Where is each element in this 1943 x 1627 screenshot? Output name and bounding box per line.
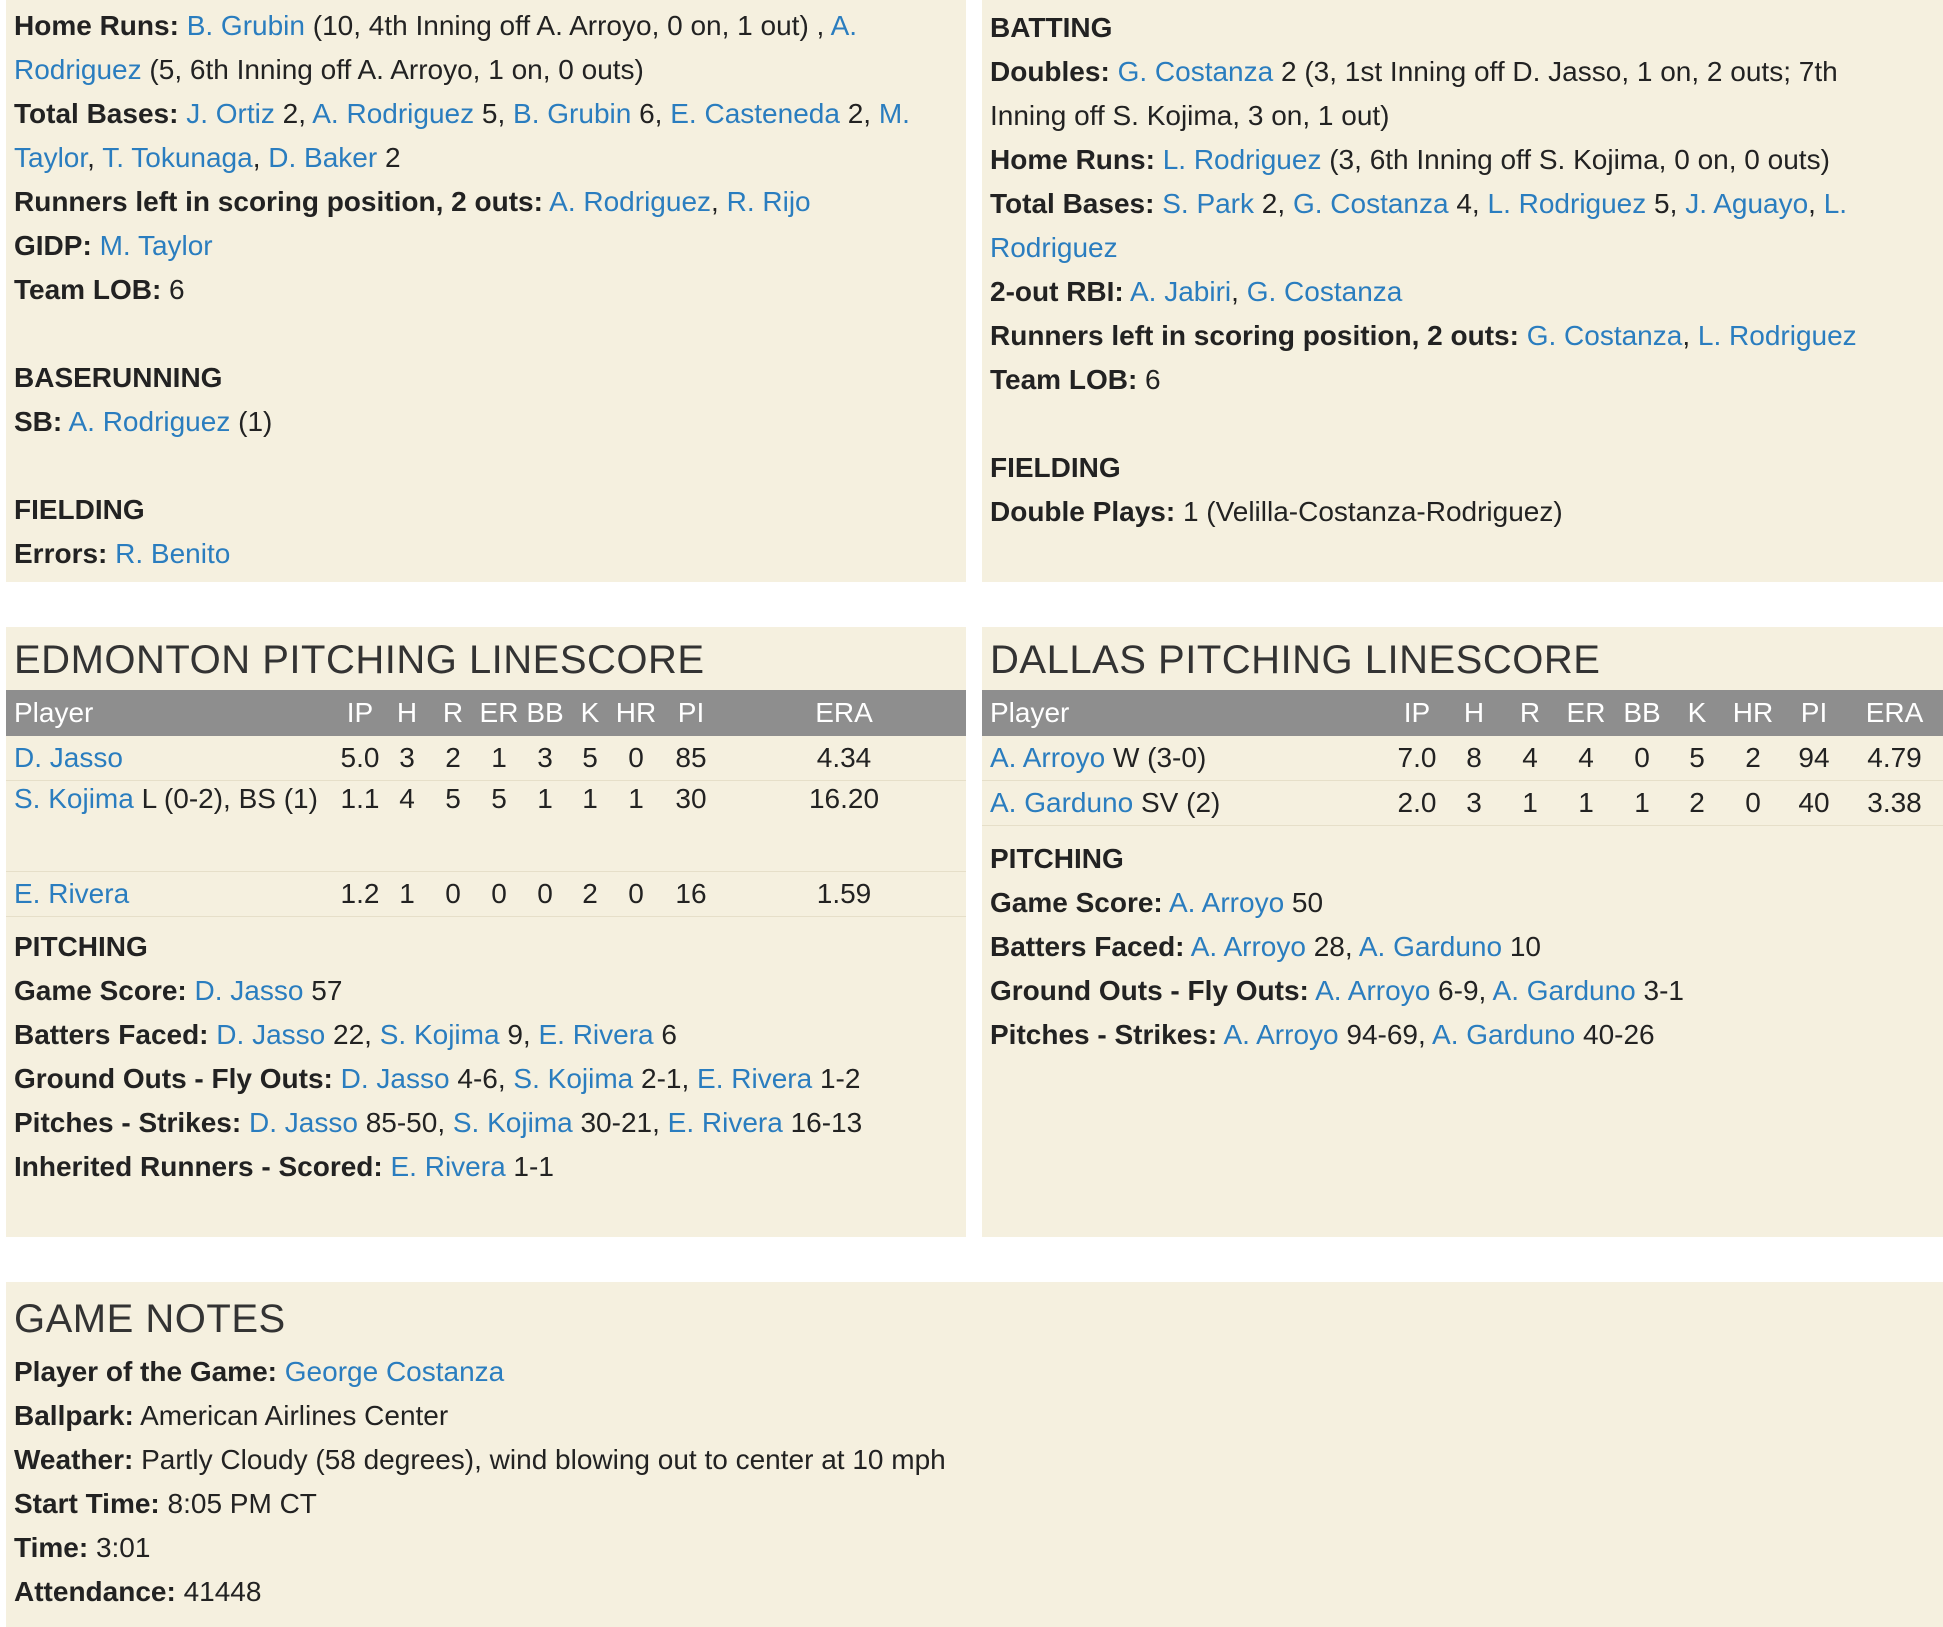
info-line	[14, 1394, 1935, 1438]
player-link[interactable]: A.	[830, 10, 858, 41]
table-row	[6, 781, 966, 872]
player-link[interactable]: L. Rodriguez	[1162, 144, 1322, 175]
stat-value	[1155, 144, 1163, 175]
stat-cell-ip: 1.1	[336, 781, 384, 872]
stat-cell-era: 16.20	[722, 781, 966, 872]
player-link[interactable]: S. Kojima	[14, 783, 134, 814]
stat-cell-bb: 1	[1614, 781, 1670, 826]
info-line	[14, 356, 958, 400]
stat-value: (1)	[230, 406, 273, 437]
stat-label: BATTING	[990, 12, 1113, 43]
stat-label: Time:	[14, 1532, 89, 1563]
stat-value: (3, 6th Inning off S. Kojima, 0 on, 0 outs)	[1321, 144, 1830, 175]
stat-label: PITCHING	[990, 843, 1124, 874]
column-header-player: Player	[6, 690, 336, 736]
player-link[interactable]: J. Ortiz	[186, 98, 275, 129]
stat-label: Pitches - Strikes:	[14, 1107, 242, 1138]
info-line	[990, 6, 1935, 50]
player-link[interactable]: Rodriguez	[14, 54, 142, 85]
player-link[interactable]: S. Park	[1162, 188, 1255, 219]
decision-note: L (0-2), BS (1)	[133, 783, 318, 814]
info-line	[990, 837, 1935, 881]
stat-label: Inherited Runners - Scored:	[14, 1151, 383, 1182]
player-link[interactable]: A. Arroyo	[1223, 1019, 1339, 1050]
info-line	[990, 314, 1935, 358]
column-header-ip: IP	[336, 690, 384, 736]
info-line	[14, 1145, 958, 1189]
info-line	[14, 268, 958, 312]
info-line	[990, 1013, 1935, 1057]
info-line	[14, 1482, 1935, 1526]
info-line	[14, 48, 958, 92]
info-line	[990, 969, 1935, 1013]
info-line	[990, 138, 1935, 182]
stat-cell-er: 5	[476, 781, 522, 872]
table-row	[982, 781, 1943, 826]
player-link[interactable]: E. Casteneda	[670, 98, 840, 129]
stat-label: Pitches - Strikes:	[990, 1019, 1218, 1050]
player-link[interactable]: D. Jasso	[340, 1063, 450, 1094]
stat-value	[187, 975, 195, 1006]
stat-label: Attendance:	[14, 1576, 176, 1607]
stat-cell-hr: 0	[1724, 781, 1782, 826]
info-line	[14, 4, 958, 48]
stat-label: GIDP:	[14, 230, 92, 261]
stat-value: 1-1	[505, 1151, 554, 1182]
stat-label: Total Bases:	[14, 98, 179, 129]
info-line	[990, 94, 1935, 138]
dallas-details-lines	[990, 6, 1935, 534]
info-line	[14, 969, 958, 1013]
column-header-pi: PI	[1782, 690, 1846, 736]
info-line	[14, 180, 958, 224]
info-line	[14, 1013, 958, 1057]
player-link[interactable]: G. Costanza	[1246, 276, 1403, 307]
stat-cell-era: 3.38	[1846, 781, 1943, 826]
info-line	[14, 400, 958, 444]
table-header-row	[982, 690, 1943, 736]
player-link[interactable]: E. Rivera	[538, 1019, 654, 1050]
stat-label: Team LOB:	[14, 274, 162, 305]
stat-cell-ip: 1.2	[336, 872, 384, 917]
player-link[interactable]: E. Rivera	[697, 1063, 813, 1094]
player-link[interactable]: R. Rijo	[726, 186, 811, 217]
stat-value	[107, 538, 115, 569]
stat-cell-bb: 3	[522, 736, 568, 781]
stat-cell-era: 4.34	[722, 736, 966, 781]
spacer-line	[14, 444, 958, 488]
info-line	[990, 490, 1935, 534]
stat-cell-pi: 16	[660, 872, 722, 917]
player-link[interactable]: A. Arroyo	[1190, 931, 1306, 962]
stat-cell-hr: 0	[612, 872, 660, 917]
stat-cell-hr: 1	[612, 781, 660, 872]
player-link[interactable]: A. Garduno	[1358, 931, 1503, 962]
player-link[interactable]: A. Rodriguez	[312, 98, 475, 129]
player-link[interactable]: D. Jasso	[248, 1107, 358, 1138]
stat-value: 28,	[1305, 931, 1359, 962]
edmonton-pitching-panel	[6, 627, 966, 1237]
player-cell	[6, 872, 336, 917]
stat-cell-h: 8	[1446, 736, 1502, 781]
stat-value: ,	[252, 142, 269, 173]
stat-value: 85-50,	[357, 1107, 453, 1138]
decision-note: SV (2)	[1133, 787, 1221, 818]
stat-cell-r: 0	[430, 872, 476, 917]
player-link[interactable]: B. Grubin	[186, 10, 305, 41]
stat-cell-ip: 2.0	[1388, 781, 1446, 826]
player-link[interactable]: E. Rivera	[667, 1107, 783, 1138]
player-link[interactable]: S. Kojima	[452, 1107, 573, 1138]
stat-value	[1519, 320, 1527, 351]
column-header-k: K	[1670, 690, 1724, 736]
table-row	[6, 872, 966, 917]
stat-value: 4,	[1448, 188, 1488, 219]
stat-value: 40-26	[1575, 1019, 1655, 1050]
player-link[interactable]: G. Costanza	[1526, 320, 1683, 351]
player-link[interactable]: A. Rodriguez	[549, 186, 712, 217]
stat-value: 6-9,	[1430, 975, 1493, 1006]
stat-label: Double Plays:	[990, 496, 1176, 527]
stat-label: Team LOB:	[990, 364, 1138, 395]
player-link[interactable]: A. Arroyo	[1315, 975, 1431, 1006]
stat-value: 2,	[1254, 188, 1293, 219]
player-link[interactable]: D. Jasso	[14, 742, 123, 773]
player-link[interactable]: E. Rivera	[390, 1151, 506, 1182]
player-link[interactable]: D. Baker	[268, 142, 378, 173]
edmonton-pitching-details	[14, 925, 958, 1189]
stat-value	[383, 1151, 391, 1182]
stat-label: Ground Outs - Fly Outs:	[990, 975, 1309, 1006]
stat-label: Batters Faced:	[14, 1019, 209, 1050]
stat-label: Player of the Game:	[14, 1356, 277, 1387]
stat-cell-r: 5	[430, 781, 476, 872]
info-line	[990, 358, 1935, 402]
stat-value	[179, 10, 187, 41]
stat-value: 2-1,	[633, 1063, 698, 1094]
stat-value: American Airlines Center	[133, 1400, 449, 1431]
column-header-h: H	[1446, 690, 1502, 736]
player-link[interactable]: A. Rodriguez	[68, 406, 231, 437]
stat-label: FIELDING	[990, 452, 1121, 483]
stat-value: 4-6,	[449, 1063, 514, 1094]
stat-value	[277, 1356, 285, 1387]
info-line	[990, 182, 1935, 226]
player-link[interactable]: M. Taylor	[99, 230, 213, 261]
stat-label: 2-out RBI:	[990, 276, 1124, 307]
dallas-pitching-details	[990, 837, 1935, 1057]
info-line	[14, 1101, 958, 1145]
column-header-era: ERA	[722, 690, 966, 736]
spacer-line	[14, 312, 958, 356]
stat-cell-bb: 0	[522, 872, 568, 917]
player-cell	[6, 736, 336, 781]
decision-note: W (3-0)	[1105, 742, 1207, 773]
stat-value: 41448	[175, 1576, 262, 1607]
stat-cell-pi: 30	[660, 781, 722, 872]
info-line	[990, 50, 1935, 94]
stat-value: 2,	[274, 98, 313, 129]
stat-label: Total Bases:	[990, 188, 1155, 219]
stat-cell-bb: 0	[1614, 736, 1670, 781]
stat-cell-pi: 94	[1782, 736, 1846, 781]
info-line	[990, 881, 1935, 925]
stat-cell-k: 2	[1670, 781, 1724, 826]
stat-cell-er: 1	[476, 736, 522, 781]
player-link[interactable]: A. Garduno	[990, 787, 1134, 818]
stat-label: Runners left in scoring position, 2 outs:	[14, 186, 543, 217]
stat-value: 5,	[474, 98, 514, 129]
stat-label: Runners left in scoring position, 2 outs:	[990, 320, 1519, 351]
stat-cell-hr: 0	[612, 736, 660, 781]
column-header-bb: BB	[1614, 690, 1670, 736]
table-row	[6, 736, 966, 781]
info-line	[14, 224, 958, 268]
stat-cell-er: 0	[476, 872, 522, 917]
stat-value: 1 (Velilla-Costanza-Rodriguez)	[1175, 496, 1563, 527]
stat-cell-pi: 40	[1782, 781, 1846, 826]
info-line	[14, 92, 958, 136]
spacer-line	[990, 402, 1935, 446]
stat-value: 5,	[1646, 188, 1686, 219]
player-link[interactable]: E. Rivera	[14, 878, 130, 909]
dallas-pitching-panel	[982, 627, 1943, 1237]
edmonton-batting-details-panel	[6, 0, 966, 582]
player-link[interactable]: L. Rodriguez	[1487, 188, 1647, 219]
player-link[interactable]: Taylor	[14, 142, 88, 173]
stat-value: 2 (3, 1st Inning off D. Jasso, 1 on, 2 outs; 7th	[1273, 56, 1838, 87]
player-link[interactable]: G. Costanza	[1117, 56, 1274, 87]
stat-value: Inning off S. Kojima, 3 on, 1 out)	[990, 100, 1390, 131]
stat-value: 16-13	[782, 1107, 863, 1138]
stat-label: Weather:	[14, 1444, 134, 1475]
player-link[interactable]: D. Jasso	[216, 1019, 326, 1050]
stat-value: ,	[711, 186, 727, 217]
info-line	[14, 488, 958, 532]
player-link[interactable]: R. Benito	[115, 538, 231, 569]
stat-label: PITCHING	[14, 931, 148, 962]
player-link[interactable]: B. Grubin	[513, 98, 632, 129]
stat-value: 6	[653, 1019, 677, 1050]
stat-value: 6	[1137, 364, 1161, 395]
stat-value: ,	[1808, 188, 1824, 219]
info-line	[14, 1057, 958, 1101]
stat-value: 9,	[499, 1019, 539, 1050]
edmonton-pitching-table	[6, 690, 966, 917]
player-link[interactable]: A. Jabiri	[1130, 276, 1232, 307]
stat-cell-k: 5	[1670, 736, 1724, 781]
player-link[interactable]: L.	[1823, 188, 1848, 219]
stat-value	[92, 230, 100, 261]
stat-cell-h: 3	[384, 736, 430, 781]
game-notes-title: GAME NOTES	[14, 1297, 286, 1341]
player-cell	[982, 736, 1388, 781]
info-line	[990, 270, 1935, 314]
stat-label: Errors:	[14, 538, 108, 569]
stat-value: (5, 6th Inning off A. Arroyo, 1 on, 0 outs)	[141, 54, 644, 85]
info-line	[14, 136, 958, 180]
edmonton-pitching-title: EDMONTON PITCHING LINESCORE	[14, 638, 705, 682]
player-link[interactable]: J. Aguayo	[1685, 188, 1809, 219]
stat-cell-hr: 2	[1724, 736, 1782, 781]
stat-value: ,	[1231, 276, 1247, 307]
player-link[interactable]: A. Arroyo	[1168, 887, 1285, 918]
player-cell	[982, 781, 1388, 826]
stat-cell-r: 1	[1502, 781, 1558, 826]
info-line	[990, 446, 1935, 490]
stat-value: ,	[1682, 320, 1698, 351]
dallas-batting-details-panel	[982, 0, 1943, 582]
column-header-bb: BB	[522, 690, 568, 736]
player-link[interactable]: George Costanza	[284, 1356, 505, 1387]
player-link[interactable]: Rodriguez	[990, 232, 1118, 263]
stat-value	[241, 1107, 249, 1138]
stat-cell-ip: 5.0	[336, 736, 384, 781]
info-line	[14, 1350, 1935, 1394]
stat-label: SB:	[14, 406, 63, 437]
stat-cell-r: 2	[430, 736, 476, 781]
player-link[interactable]: A. Arroyo	[990, 742, 1106, 773]
stat-label: Home Runs:	[14, 10, 179, 41]
player-link[interactable]: S. Kojima	[513, 1063, 634, 1094]
player-link[interactable]: G. Costanza	[1292, 188, 1449, 219]
table-row	[982, 736, 1943, 781]
game-notes-lines	[14, 1350, 1935, 1614]
stat-value: 30-21,	[572, 1107, 668, 1138]
player-cell	[6, 781, 336, 872]
stat-value: 1-2	[812, 1063, 861, 1094]
column-header-r: R	[1502, 690, 1558, 736]
stat-value: 2,	[839, 98, 879, 129]
stat-value: 6	[161, 274, 185, 305]
player-link[interactable]: A. Garduno	[1492, 975, 1636, 1006]
stat-value: Partly Cloudy (58 degrees), wind blowing out to center at 10 mph	[133, 1444, 946, 1475]
stat-value: (10, 4th Inning off A. Arroyo, 0 on, 1 out) ,	[304, 10, 831, 41]
info-line	[990, 226, 1935, 270]
stat-cell-er: 1	[1558, 781, 1614, 826]
stat-cell-era: 1.59	[722, 872, 966, 917]
stat-value	[1110, 56, 1118, 87]
stat-value: 10	[1502, 931, 1541, 962]
info-line	[14, 1438, 1935, 1482]
stat-cell-pi: 85	[660, 736, 722, 781]
info-line	[14, 1526, 1935, 1570]
column-header-k: K	[568, 690, 612, 736]
player-link[interactable]: A. Garduno	[1432, 1019, 1576, 1050]
stat-cell-k: 5	[568, 736, 612, 781]
stat-label: Game Score:	[14, 975, 187, 1006]
player-link[interactable]: L. Rodriguez	[1697, 320, 1857, 351]
stat-cell-r: 4	[1502, 736, 1558, 781]
player-link[interactable]: D. Jasso	[194, 975, 304, 1006]
stat-value	[333, 1063, 341, 1094]
dallas-pitching-table	[982, 690, 1943, 826]
stat-cell-k: 1	[568, 781, 612, 872]
stat-label: Home Runs:	[990, 144, 1155, 175]
info-line	[990, 925, 1935, 969]
column-header-era: ERA	[1846, 690, 1943, 736]
column-header-hr: HR	[612, 690, 660, 736]
stat-cell-bb: 1	[522, 781, 568, 872]
column-header-pi: PI	[660, 690, 722, 736]
column-header-player: Player	[982, 690, 1388, 736]
column-header-hr: HR	[1724, 690, 1782, 736]
stat-cell-era: 4.79	[1846, 736, 1943, 781]
stat-value: 94-69,	[1338, 1019, 1433, 1050]
stat-label: Start Time:	[14, 1488, 160, 1519]
column-header-h: H	[384, 690, 430, 736]
stat-value: 3-1	[1635, 975, 1684, 1006]
stat-label: Ground Outs - Fly Outs:	[14, 1063, 333, 1094]
player-link[interactable]: M.	[878, 98, 910, 129]
stat-value: 50	[1284, 887, 1324, 918]
stat-value: ,	[87, 142, 103, 173]
player-link[interactable]: T. Tokunaga	[102, 142, 253, 173]
column-header-ip: IP	[1388, 690, 1446, 736]
info-line	[14, 925, 958, 969]
player-link[interactable]: S. Kojima	[379, 1019, 500, 1050]
stat-cell-ip: 7.0	[1388, 736, 1446, 781]
stat-label: Game Score:	[990, 887, 1163, 918]
column-header-r: R	[430, 690, 476, 736]
stat-label: BASERUNNING	[14, 362, 223, 393]
table-header-row	[6, 690, 966, 736]
stat-value: 6,	[631, 98, 671, 129]
stat-value: 2	[377, 142, 401, 173]
stat-value: 57	[303, 975, 343, 1006]
stat-label: Batters Faced:	[990, 931, 1185, 962]
game-notes-panel	[6, 1282, 1943, 1627]
stat-cell-k: 2	[568, 872, 612, 917]
stat-value: 22,	[325, 1019, 380, 1050]
dallas-pitching-title: DALLAS PITCHING LINESCORE	[990, 638, 1601, 682]
column-header-er: ER	[1558, 690, 1614, 736]
stat-cell-h: 3	[1446, 781, 1502, 826]
stat-value: 8:05 PM CT	[159, 1488, 317, 1519]
info-line	[14, 1570, 1935, 1614]
stat-cell-h: 4	[384, 781, 430, 872]
stat-label: FIELDING	[14, 494, 145, 525]
info-line	[14, 532, 958, 576]
stat-cell-er: 4	[1558, 736, 1614, 781]
stat-value: 3:01	[88, 1532, 151, 1563]
stat-label: Ballpark:	[14, 1400, 134, 1431]
stat-label: Doubles:	[990, 56, 1110, 87]
stat-cell-h: 1	[384, 872, 430, 917]
edmonton-details-lines	[14, 4, 958, 576]
column-header-er: ER	[476, 690, 522, 736]
